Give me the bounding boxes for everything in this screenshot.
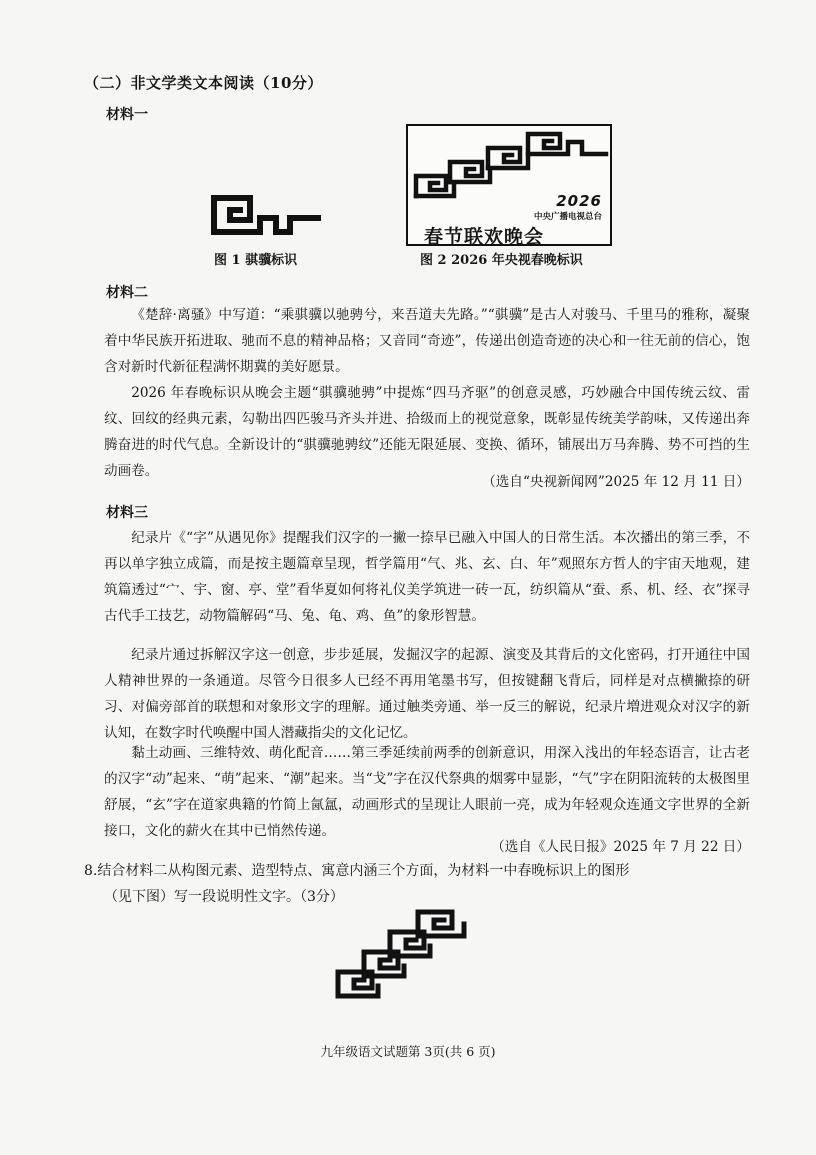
material2-label: 材料二 <box>106 285 148 301</box>
figure1-caption: 图 1 骐骥标识 <box>214 253 298 268</box>
material1-label: 材料一 <box>106 107 148 123</box>
material3-source: （选自《人民日报》2025 年 7 月 22 日） <box>491 839 750 855</box>
question-pattern-figure <box>334 906 470 1002</box>
question-line-2: （见下图）写一段说明性文字。（3分） <box>104 889 344 905</box>
material3-paragraph-3: 黏土动画、三维特效、萌化配音……第三季延续前两季的创新意识，用深入浅出的年轻态语言，让古老的汉字“动”起来、“萌”起来、“潮”起来。当“戈”字在汉代祭典的烟雾中显影，“气”字在阴阳流转的太极图里舒展，“玄”字在道家典籍的竹简上氤氲，动画形式的呈现让人眼前一亮，成为年轻观众连通文字世界的全新接口，文化的薪火在其中已悄然传递。 <box>104 745 750 839</box>
question-line-1: 结合材料二从构图元素、造型特点、寓意内涵三个方面，为材料一中春晚标识上的图形 <box>97 863 630 879</box>
section-title: （二）非文学类文本阅读（10分） <box>84 74 323 92</box>
material2-paragraph-2: 2026 年春晚标识从晚会主题“骐骥驰骋”中提炼“四马齐驱”的创意灵感，巧妙融合中国传统云纹、雷纹、回纹的经典元素，勾勒出四匹骏马齐头并进、拾级而上的视觉意象，既彰显传统美学韵味，又传递出奔腾奋进的时代气息。全新设计的“骐骥驰骋纹”还能无限延展、变换、循环，铺展出万马奔腾、势不可挡的生动画卷。 <box>104 385 750 479</box>
material3-label: 材料三 <box>106 505 148 521</box>
logo-gala-name: 春节联欢晚会 <box>424 226 545 248</box>
page-footer: 九年级语文试题第 3页(共 6 页) <box>320 1044 496 1059</box>
logo-year: 2026 <box>556 192 602 210</box>
material2-paragraph-1: 《楚辞·离骚》中写道：“乘骐骥以驰骋兮，来吾道夫先路。”“骐骥”是古人对骏马、千里马的雅称，凝聚着中华民族开拓进取、驰而不息的精神品格；又音同“奇迹”，传递出创造奇迹的决心和一往无前的信心，饱含对新时代新征程满怀期冀的美好愿景。 <box>104 307 750 375</box>
logo-organization: 中央广播电视总台 <box>533 212 602 222</box>
question-8 <box>84 858 754 910</box>
material3-paragraph-2: 纪录片通过拆解汉字这一创意，步步延展，发掘汉字的起源、演变及其背后的文化密码，打开通往中国人精神世界的一条通道。尽管今日很多人已经不再用笔墨书写，但按键翻飞背后，同样是对点横撇捺的研习、对偏旁部首的联想和对象形文字的理解。通过触类旁通、举一反三的解说，纪录片増进观众对汉字的新认知，在数字时代唤醒中国人潜藏指尖的文化记忆。 <box>104 647 750 741</box>
material2-source: （选自“央视新闻网”2025 年 12 月 11 日） <box>482 474 750 490</box>
figure2-caption: 图 2 2026 年央视春晚标识 <box>420 253 583 268</box>
question-number: 8. <box>84 863 98 879</box>
figure2-gala-logo <box>406 124 612 246</box>
figure1-horse-pattern <box>210 190 322 238</box>
material3-paragraph-1: 纪录片《“字”从遇见你》提醒我们汉字的一撇一捺早已融入中国人的日常生活。本次播出的第三季，不再以单字独立成篇，而是按主题篇章呈现，哲学篇用“气、兆、玄、白、年”观照东方哲人的宇宙天地观，建筑篇透过“宀、宇、窗、亭、堂”看华夏如何将礼仪美学筑进一砖一瓦，纺织篇从“蚕、系、机、经、衣”探寻古代手工技艺，动物篇解码“马、兔、龟、鸡、鱼”的象形智慧。 <box>104 530 750 624</box>
